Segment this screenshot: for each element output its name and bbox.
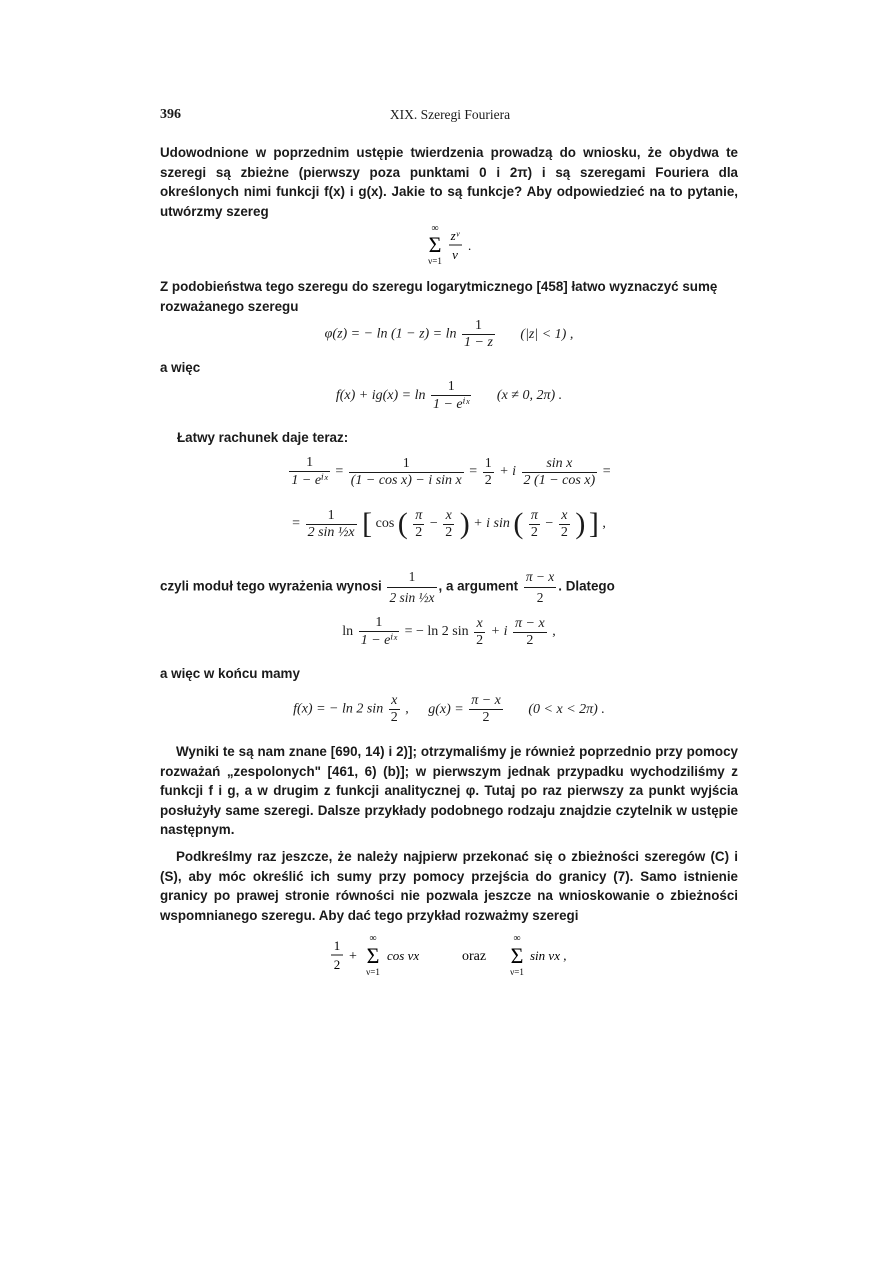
result-f: f(x) = − ln 2 sin xyxy=(293,701,384,717)
result-pden: 2 xyxy=(482,710,490,725)
r2-bracket-close: ] xyxy=(588,507,599,540)
r2-plus-i-sin: + i sin xyxy=(473,516,510,532)
r2-two-3: 2 xyxy=(530,524,538,540)
r2-minus-1: − xyxy=(429,516,438,532)
argument-den: 2 xyxy=(536,589,544,605)
series-z-sum xyxy=(419,222,479,266)
phi-condition: (|z| < 1) , xyxy=(520,326,574,342)
page-header xyxy=(160,107,740,127)
result-pi-frac xyxy=(469,693,503,726)
ln-label: ln xyxy=(342,624,354,640)
r2-frac xyxy=(306,508,357,541)
r1-f3-num: 1 xyxy=(484,455,492,471)
sum1-sigma: Σ xyxy=(366,943,380,968)
ln-frac xyxy=(359,615,399,649)
ln-tail: , xyxy=(552,624,556,640)
r1-f3 xyxy=(483,456,494,489)
equation-series-z xyxy=(160,222,738,271)
r2-minus-2: − xyxy=(545,516,554,532)
ln-pnum: π − x xyxy=(515,615,545,631)
paragraph-8: Podkreślmy raz jeszcze, że należy najpierw przekonać się o zbieżności szeregów (C) i (S), aby móc określić ich sumy przy pomocy przejścia do granicy (7). Samo istnienie granicy po prawej stronie równości nie pozwala jeszcze na wnioskowanie o zbieżności wspomnianego szeregu. Aby dać tego przykład rozważmy szeregi xyxy=(160,849,738,923)
fg-lhs: f(x) + ig(x) = ln xyxy=(335,388,426,404)
series-tail: . xyxy=(468,238,472,253)
phi-lhs: φ(z) = − ln (1 − z) = ln xyxy=(324,326,457,342)
p5-text-c: . Dlatego xyxy=(558,578,615,594)
modulus-den: 2 sin ½x xyxy=(389,589,435,605)
ln-plus-i: + i xyxy=(490,624,508,640)
paragraph-7: Wyniki te są nam znane [690, 14) i 2)]; otrzymaliśmy je również poprzednio przy pomocy rozważań „zespolonych" [461, 6) (b)]; w pierwszym jednak przypadku wychodziliśmy z funkcji f i g, a w drugim z funkcji analitycznej φ. Tutaj po raz pierwszy za punkt wyjścia posłużyły same szeregi. Dalsze przykłady podobnego rodzaju znajdzie czytelnik w ustępie następnym. xyxy=(160,744,738,837)
ln-x-frac xyxy=(474,616,485,649)
r2-two-1: 2 xyxy=(415,524,423,540)
ln-xden: 2 xyxy=(476,632,484,648)
r2-x-over-2 xyxy=(443,508,454,541)
sum2-lower: ν=1 xyxy=(510,967,524,977)
r1-f4 xyxy=(522,456,598,489)
result-xnum: x xyxy=(389,693,400,710)
sum-upper: ∞ xyxy=(431,223,439,234)
sum2-sigma: Σ xyxy=(510,943,524,968)
argument-num: π − x xyxy=(524,567,556,588)
series-cos-sin xyxy=(329,932,569,978)
fg-condition: (x ≠ 0, 2π) . xyxy=(496,388,563,404)
equation-rachunek-2 xyxy=(160,507,738,541)
equation-series-cos-sin xyxy=(160,932,738,983)
result-x-frac xyxy=(389,693,400,726)
running-title: XIX. Szeregi Fouriera xyxy=(389,107,511,122)
result-xden: 2 xyxy=(390,710,398,725)
r2-pi-2: π xyxy=(530,507,538,523)
r2-tail: , xyxy=(602,516,606,532)
phi-num: 1 xyxy=(462,318,495,335)
sin-term: sin νx , xyxy=(530,948,567,963)
r2-paren-open-1: ( xyxy=(397,507,408,540)
r1-eq3: = xyxy=(602,464,611,480)
r2-num: 1 xyxy=(306,508,357,525)
r1-f4-num: sin x xyxy=(522,456,598,473)
r1-f1 xyxy=(289,455,329,489)
result-pnum: π − x xyxy=(471,693,501,708)
phi-fraction xyxy=(462,318,495,351)
plus-sign: + xyxy=(349,949,357,964)
r1-f2-num: 1 xyxy=(349,456,464,473)
sum1-lower: ν=1 xyxy=(366,967,380,977)
paragraph-5 xyxy=(160,567,738,607)
r2-den: 2 sin ½x xyxy=(307,524,355,540)
r1-eq: = xyxy=(335,464,344,480)
r1-f1-den: 1 − eⁱˣ xyxy=(291,473,328,488)
r2-two-4: 2 xyxy=(560,524,568,540)
r1-f2-den: (1 − cos x) − i sin x xyxy=(350,472,462,488)
r2-two-2: 2 xyxy=(445,524,453,540)
equation-ln xyxy=(160,615,738,649)
equation-result xyxy=(160,693,738,726)
ln-pi-frac xyxy=(513,616,547,649)
r2-pi-1: π xyxy=(415,507,423,523)
p5-text-b: , a argument xyxy=(438,578,519,594)
equation-rachunek-1 xyxy=(160,455,738,489)
r2-x-over-2-b xyxy=(559,508,570,541)
sum-sigma: Σ xyxy=(428,232,442,257)
sum2-upper: ∞ xyxy=(513,933,521,944)
ln-pden: 2 xyxy=(526,632,534,648)
fg-num: 1 xyxy=(431,379,471,396)
equation-phi xyxy=(160,318,738,351)
r1-f4-den: 2 (1 − cos x) xyxy=(523,472,596,488)
p5-text-a: czyli moduł tego wyrażenia wynosi xyxy=(160,578,382,594)
result-comma: , xyxy=(405,701,409,717)
paragraph-6: a więc w końcu mamy xyxy=(160,666,300,681)
series-num: zᵛ xyxy=(450,228,460,243)
page-number: 396 xyxy=(160,107,181,122)
half-num: 1 xyxy=(333,938,341,953)
r2-pi-over-2-b xyxy=(529,508,540,541)
ln-mid: = − ln 2 sin xyxy=(404,624,469,640)
modulus-num: 1 xyxy=(387,567,436,588)
phi-den: 1 − z xyxy=(464,335,493,350)
paragraph-4: Łatwy rachunek daje teraz: xyxy=(177,430,349,445)
fg-den: 1 − eⁱˣ xyxy=(432,397,470,412)
r1-f3-den: 2 xyxy=(484,472,492,488)
fg-fraction xyxy=(431,379,471,413)
r2-pi-over-2 xyxy=(413,508,424,541)
r2-paren-open-2: ( xyxy=(513,507,524,540)
r1-eq2: = xyxy=(469,464,478,480)
sum1-upper: ∞ xyxy=(369,933,377,944)
r1-f1-num: 1 xyxy=(289,455,329,472)
ln-den: 1 − eⁱˣ xyxy=(360,633,398,648)
paragraph-3: a więc xyxy=(160,360,201,375)
modulus-fraction xyxy=(387,567,436,607)
r2-x-2: x xyxy=(559,508,570,525)
r2-cos: cos xyxy=(375,516,395,532)
equation-fg xyxy=(160,379,738,413)
r1-f2 xyxy=(349,456,464,489)
result-g: g(x) = xyxy=(428,701,464,717)
r1-plus-i: + i xyxy=(499,464,517,480)
r2-paren-close-1: ) xyxy=(459,507,470,540)
paragraph-2: Z podobieństwa tego szeregu do szeregu logarytmicznego [458] łatwo wyznaczyć sumę rozważanego szeregu xyxy=(160,279,718,314)
r2-x-1: x xyxy=(443,508,454,525)
oraz-word: oraz xyxy=(462,949,487,964)
half-den: 2 xyxy=(333,957,341,972)
r2-bracket-open: [ xyxy=(362,507,373,540)
series-den: ν xyxy=(452,247,458,262)
result-condition: (0 < x < 2π) . xyxy=(528,701,605,717)
argument-fraction xyxy=(524,567,556,607)
paragraph-1: Udowodnione w poprzednim ustępie twierdzenia prowadzą do wniosku, że obydwa te szeregi są zbieżne (pierwszy poza punktami 0 i 2π) i są szeregami Fouriera dla określonych nimi funkcji f(x) i g(x). Jakie to są funkcje? Aby odpowiedzieć na to pytanie, utwórzmy szereg xyxy=(160,145,738,219)
r2-eq: = xyxy=(292,516,301,532)
ln-xnum: x xyxy=(474,616,485,633)
cos-term: cos νx xyxy=(387,948,420,963)
ln-num: 1 xyxy=(359,615,399,632)
sum-lower: ν=1 xyxy=(428,256,442,266)
r2-paren-close-2: ) xyxy=(575,507,586,540)
